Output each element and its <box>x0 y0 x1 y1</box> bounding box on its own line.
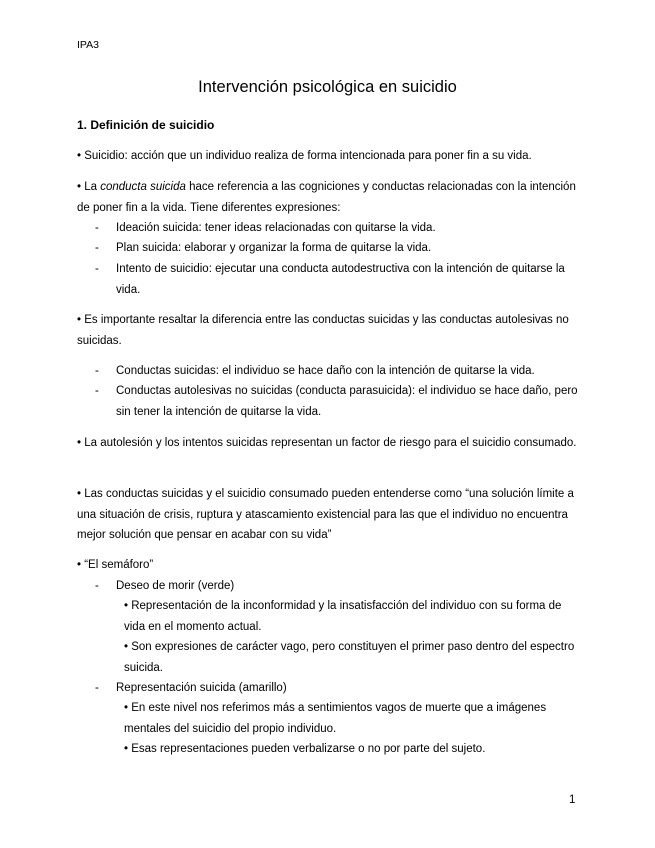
paragraph-semaforo: • “El semáforo” <box>77 559 154 571</box>
list-item: Ideación suicida: tener ideas relacionadas con quitarse la vida. <box>116 222 436 234</box>
sub-list-item: • Son expresiones de carácter vago, pero constituyen el primer paso dentro del espectro suicida. <box>124 641 575 674</box>
list-item-representacion-suicida: Representación suicida (amarillo) <box>116 682 287 694</box>
dash-bullet: - <box>95 365 99 377</box>
dash-bullet: - <box>95 263 99 275</box>
list-item: Conductas suicidas: el individuo se hace daño con la intención de quitarse la vida. <box>116 365 535 377</box>
sub-list-item: • Esas representaciones pueden verbalizarse o no por parte del sujeto. <box>124 743 486 755</box>
page-title: Intervención psicológica en suicidio <box>198 78 457 96</box>
sub-list-item: • Representación de la inconformidad y la insatisfacción del individuo con su forma de vida en el momento actual. <box>124 600 562 633</box>
list-item: Plan suicida: elaborar y organizar la forma de quitarse la vida. <box>116 242 432 254</box>
dash-bullet: - <box>95 385 99 397</box>
dash-bullet: - <box>95 242 99 254</box>
text-fragment: • La <box>77 181 101 193</box>
paragraph-conducta-suicida <box>77 177 579 218</box>
italic-term: conducta suicida <box>100 181 186 193</box>
dash-bullet: - <box>95 682 99 694</box>
list-item: Conductas autolesivas no suicidas (conducta parasuicida): el individuo se hace daño, pero sin tener la intención de quitarse la vida. <box>116 385 578 418</box>
paragraph-diferencia: • Es importante resaltar la diferencia entre las conductas suicidas y las conductas autolesivas no suicidas. <box>77 314 569 347</box>
text-fragment: hace referencia a las cogniciones y conductas relacionadas con la intención de poner fin a la vida. Tiene diferentes expresiones: <box>77 181 576 214</box>
paragraph-suicidio: • Suicidio: acción que un individuo realiza de forma intencionada para poner fin a su vida. <box>77 150 532 162</box>
dash-bullet: - <box>95 222 99 234</box>
section-heading: 1. Definición de suicidio <box>77 118 215 132</box>
list-item: Intento de suicidio: ejecutar una conducta autodestructiva con la intención de quitarse la vida. <box>116 263 565 296</box>
sub-list-item: • En este nivel nos referimos más a sentimientos vagos de muerte que a imágenes mentales del suicidio del propio individuo. <box>124 702 547 735</box>
paragraph-solucion-limite: • Las conductas suicidas y el suicidio consumado pueden entenderse como “una solución límite a una situación de crisis, ruptura y atascamiento existencial para las que el individuo no encuentra mejor solución que pensar en acabar con su vida” <box>77 488 574 541</box>
document-header: IPA3 <box>77 39 99 51</box>
page-number: 1 <box>569 794 576 806</box>
paragraph-autolesion: • La autolesión y los intentos suicidas representan un factor de riesgo para el suicidio consumado. <box>77 437 577 449</box>
list-item-deseo-de-morir: Deseo de morir (verde) <box>116 580 235 592</box>
dash-bullet: - <box>95 580 99 592</box>
